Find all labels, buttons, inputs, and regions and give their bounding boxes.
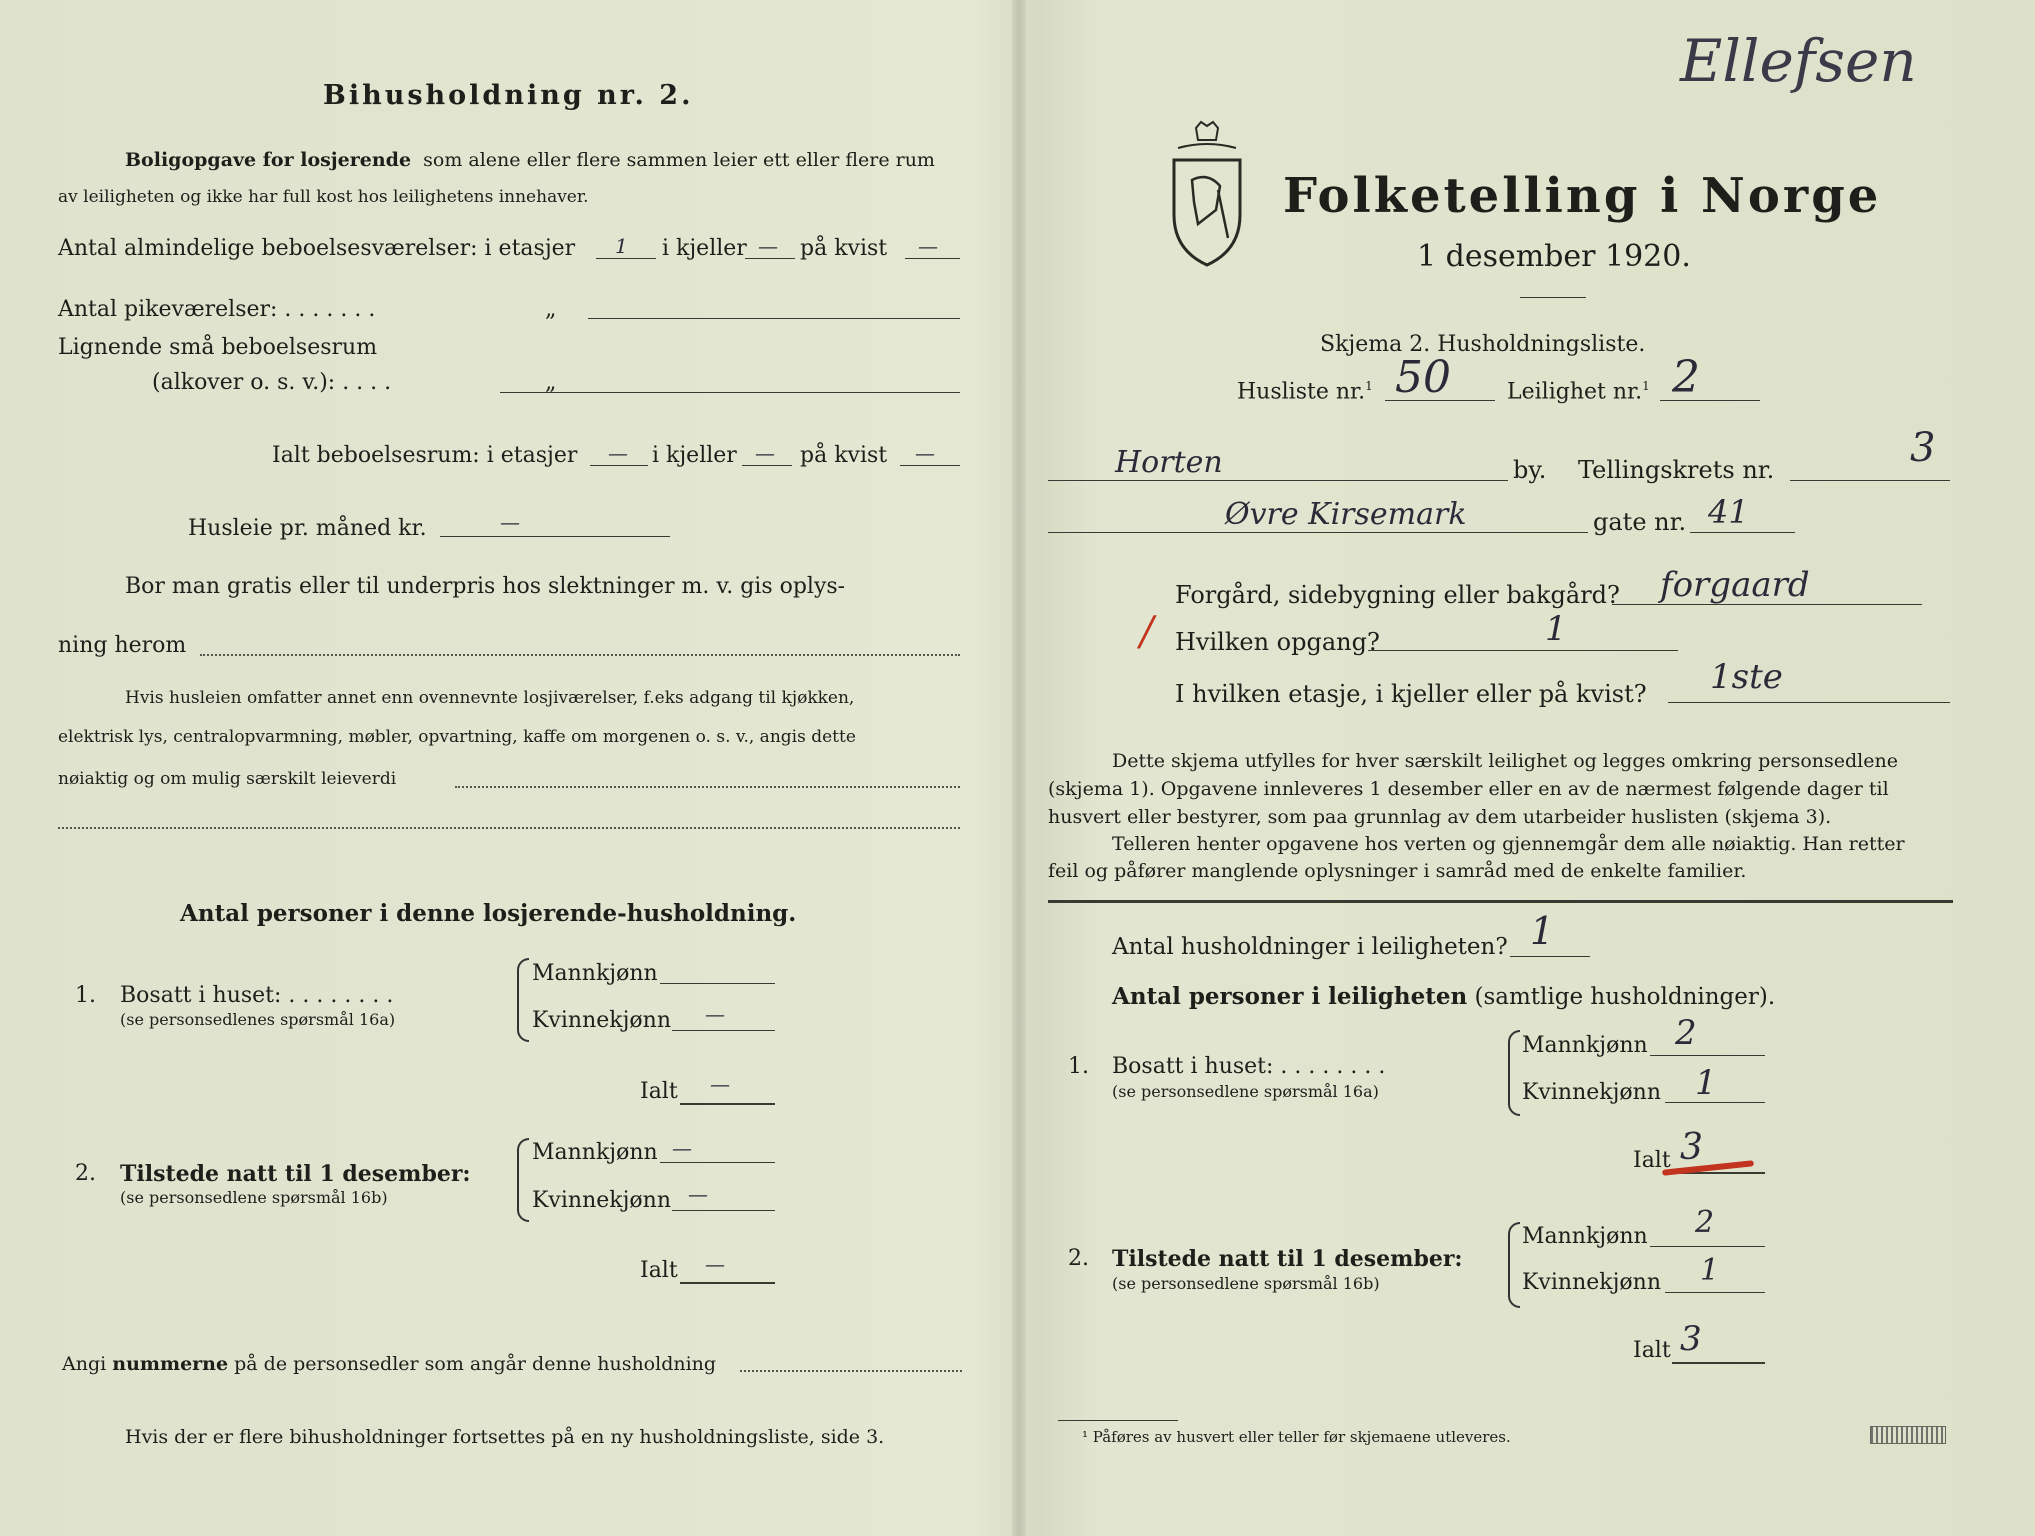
- left-q2-number: 2.: [75, 1161, 96, 1186]
- husliste-value: 50: [1395, 352, 1451, 403]
- left-q2-sub: (se personsedlene spørsmål 16b): [120, 1188, 388, 1207]
- rooms-label: Antal almindelige beboelsesværelser: i etasjer: [58, 236, 576, 261]
- left-q1-mann-line: [660, 983, 775, 984]
- etasje-line: [1668, 702, 1950, 703]
- left-q2-brace: [517, 1138, 529, 1222]
- right-q2-mann-line: [1650, 1246, 1765, 1247]
- right-q2-number: 2.: [1068, 1246, 1089, 1271]
- right-q2-ialt-line: [1672, 1362, 1765, 1364]
- footnote-rule: [1058, 1420, 1178, 1421]
- right-q1-ialt-label: Ialt: [1633, 1148, 1671, 1173]
- street-value: Øvre Kirsemark: [1225, 497, 1467, 532]
- left-q1-mann-label: Mannkjønn: [532, 961, 658, 986]
- left-q2-label: Tilstede natt til 1 desember:: [120, 1161, 471, 1187]
- intro-line-1: Boligopgave for losjerende som alene eller flere sammen leier ett eller flere rum: [125, 149, 935, 171]
- opgang-line: [1368, 650, 1678, 651]
- left-q1-brace: [517, 958, 529, 1042]
- right-q1-mann-value: 2: [1675, 1013, 1697, 1053]
- right-q2-ialt-value: 3: [1680, 1319, 1702, 1359]
- total-kjeller-value: —: [755, 441, 775, 465]
- pike-line: [588, 318, 960, 319]
- right-q2-kvinne-line: [1665, 1292, 1765, 1293]
- right-persons-heading: Antal personer i leiligheten (samtlige husholdninger).: [1112, 983, 1776, 1010]
- etasje-value: 1ste: [1710, 657, 1783, 697]
- households-label: Antal husholdninger i leiligheten?: [1112, 934, 1508, 960]
- city-line: [1048, 480, 1508, 481]
- coat-of-arms-icon: [1168, 120, 1246, 270]
- gratis-dotline: [200, 654, 960, 656]
- left-q2-mann-value: —: [672, 1136, 692, 1160]
- right-q1-ialt-value: 3: [1680, 1127, 1703, 1168]
- left-angi-line: Angi nummerne på de personsedler som angår denne husholdning: [62, 1353, 717, 1375]
- left-angi-dotline: [740, 1370, 962, 1372]
- right-q2-kvinne-value: 1: [1700, 1253, 1720, 1288]
- similar-label-1: Lignende små beboelsesrum: [58, 335, 378, 360]
- forgard-value: forgaard: [1660, 565, 1810, 605]
- right-q2-kvinne-label: Kvinnekjønn: [1522, 1270, 1661, 1295]
- households-value: 1: [1530, 909, 1555, 953]
- total-kjeller-label: i kjeller: [652, 443, 737, 468]
- right-q1-label: Bosatt i huset: . . . . . . . .: [1112, 1054, 1386, 1079]
- rooms-kvist-label: på kvist: [800, 236, 888, 261]
- left-q1-ialt-label: Ialt: [640, 1079, 678, 1104]
- husliste-label: Husliste nr.$^1$: [1237, 379, 1373, 405]
- left-q2-ialt-line: [680, 1282, 775, 1284]
- left-q2-ialt-value: —: [705, 1252, 725, 1276]
- includes-line-3: nøiaktig og om mulig særskilt leieverdi: [58, 769, 397, 789]
- forgard-label: Forgård, sidebygning eller bakgård?: [1175, 581, 1620, 609]
- includes-dotline-1: [455, 786, 960, 788]
- includes-line-1: Hvis husleien omfatter annet enn ovennevnte losjiværelser, f.eks adgang til kjøkken,: [125, 688, 855, 708]
- similar-label-2: (alkover o. s. v.): . . . .: [152, 370, 392, 395]
- left-q1-sub: (se personsedlenes spørsmål 16a): [120, 1010, 396, 1029]
- right-q2-mann-value: 2: [1695, 1205, 1715, 1240]
- right-q2-sub: (se personsedlene spørsmål 16b): [1112, 1274, 1380, 1293]
- date-rule: [1520, 297, 1586, 298]
- left-q1-kvinne-label: Kvinnekjønn: [532, 1008, 671, 1033]
- gate-line: [1690, 532, 1795, 533]
- info-rule: [1048, 900, 1953, 903]
- left-q1-kvinne-line: [672, 1030, 775, 1031]
- right-q1-number: 1.: [1068, 1054, 1089, 1079]
- right-q1-brace: [1508, 1030, 1520, 1116]
- page-fold: [1012, 0, 1026, 1536]
- total-etasjer-line: [590, 465, 648, 466]
- left-q1-ialt-line: [680, 1103, 775, 1105]
- includes-line-2: elektrisk lys, centralopvarmning, møbler, opvartning, kaffe om morgenen o. s. v., angis dette: [58, 727, 856, 747]
- right-q1-sub: (se personsedlene spørsmål 16a): [1112, 1082, 1379, 1101]
- right-q2-brace: [1508, 1222, 1520, 1308]
- gate-value: 41: [1708, 493, 1749, 531]
- intro-line-2: av leiligheten og ikke har full kost hos leilighetens innehaver.: [58, 187, 589, 207]
- opgang-value: 1: [1545, 609, 1567, 649]
- info-line-1: Dette skjema utfylles for hver særskilt leilighet og legges omkring personsedlene: [1112, 750, 1898, 772]
- gate-label: gate nr.: [1593, 508, 1687, 536]
- tellingskrets-line: [1790, 480, 1950, 481]
- opgang-label: Hvilken opgang?: [1175, 628, 1380, 656]
- leilighet-label: Leilighet nr.$^1$: [1507, 379, 1650, 405]
- left-q1-label: Bosatt i huset: . . . . . . . .: [120, 983, 394, 1008]
- rooms-etasjer-line: [596, 258, 656, 259]
- gratis-line-2: ning herom: [58, 633, 187, 658]
- pike-label: Antal pikeværelser: . . . . . . .: [58, 297, 376, 322]
- total-kjeller-line: [742, 465, 792, 466]
- rooms-kvist-value: —: [918, 234, 938, 258]
- right-q1-kvinne-label: Kvinnekjønn: [1522, 1080, 1661, 1105]
- by-label: by.: [1513, 456, 1547, 484]
- printer-stamp-icon: [1870, 1426, 1946, 1444]
- similar-line: [500, 392, 960, 393]
- total-rooms-label: Ialt beboelsesrum: i etasjer: [272, 443, 578, 468]
- info-line-2: (skjema 1). Opgavene innleveres 1 desember eller en av de nærmest følgende dager til: [1048, 778, 1889, 800]
- rent-value: —: [500, 510, 520, 534]
- footnote-text: ¹ Påføres av husvert eller teller før skjemaene utleveres.: [1082, 1428, 1511, 1446]
- left-q2-kvinne-value: —: [688, 1182, 708, 1206]
- info-line-4: Telleren henter opgavene hos verten og gjennemgår dem alle nøiaktig. Han retter: [1112, 833, 1905, 855]
- total-kvist-label: på kvist: [800, 443, 888, 468]
- left-q1-ialt-value: —: [710, 1072, 730, 1096]
- left-q2-mann-line: [660, 1162, 775, 1163]
- leilighet-value: 2: [1672, 352, 1700, 403]
- left-persons-heading: Antal personer i denne losjerende-husholdning.: [180, 900, 797, 927]
- left-footer: Hvis der er flere bihusholdninger fortsettes på en ny husholdningsliste, side 3.: [125, 1426, 885, 1448]
- census-date: 1 desember 1920.: [1417, 239, 1691, 274]
- rooms-kjeller-label: i kjeller: [662, 236, 747, 261]
- left-q1-number: 1.: [75, 983, 96, 1008]
- right-q1-mann-line: [1650, 1055, 1765, 1056]
- gratis-line-1: Bor man gratis eller til underpris hos slektninger m. v. gis oplys-: [125, 574, 846, 599]
- rooms-kvist-line: [905, 258, 960, 259]
- pike-quote: „: [545, 297, 557, 322]
- rent-line: [440, 536, 670, 537]
- tellingskrets-value: 3: [1910, 425, 1936, 471]
- left-title: Bihusholdning nr. 2.: [323, 80, 694, 111]
- includes-dotline-2: [58, 827, 960, 829]
- left-q2-mann-label: Mannkjønn: [532, 1140, 658, 1165]
- total-kvist-line: [900, 465, 960, 466]
- info-line-3: husvert eller bestyrer, som paa grunnlag av dem utarbeider huslisten (skjema 3).: [1048, 806, 1832, 828]
- right-title: Folketelling i Norge: [1283, 168, 1882, 224]
- right-q1-mann-label: Mannkjønn: [1522, 1033, 1648, 1058]
- right-q2-mann-label: Mannkjønn: [1522, 1224, 1648, 1249]
- rent-label: Husleie pr. måned kr.: [188, 516, 427, 541]
- etasje-label: I hvilken etasje, i kjeller eller på kvist?: [1175, 680, 1647, 708]
- red-tick-mark: /: [1140, 609, 1154, 655]
- similar-quote: „: [545, 370, 557, 395]
- left-q1-kvinne-value: —: [705, 1002, 725, 1026]
- rooms-etasjer-value: 1: [615, 234, 628, 258]
- info-line-5: feil og påfører manglende oplysninger i samråd med de enkelte familier.: [1048, 860, 1747, 882]
- left-q2-kvinne-label: Kvinnekjønn: [532, 1188, 671, 1213]
- right-q1-kvinne-value: 1: [1695, 1063, 1717, 1103]
- total-etasjer-value: —: [608, 441, 628, 465]
- left-q2-kvinne-line: [672, 1210, 775, 1211]
- city-value: Horten: [1115, 445, 1223, 480]
- right-q2-label: Tilstede natt til 1 desember:: [1112, 1246, 1463, 1272]
- rooms-kjeller-line: [745, 258, 795, 259]
- rooms-kjeller-value: —: [758, 234, 778, 258]
- tellingskrets-label: Tellingskrets nr.: [1578, 456, 1775, 484]
- right-q2-ialt-label: Ialt: [1633, 1338, 1671, 1363]
- handwritten-name: Ellefsen: [1680, 27, 1917, 95]
- total-kvist-value: —: [915, 441, 935, 465]
- households-line: [1510, 956, 1590, 957]
- left-q2-ialt-label: Ialt: [640, 1258, 678, 1283]
- street-line: [1048, 532, 1588, 533]
- schema-label: Skjema 2. Husholdningsliste.: [1320, 332, 1646, 357]
